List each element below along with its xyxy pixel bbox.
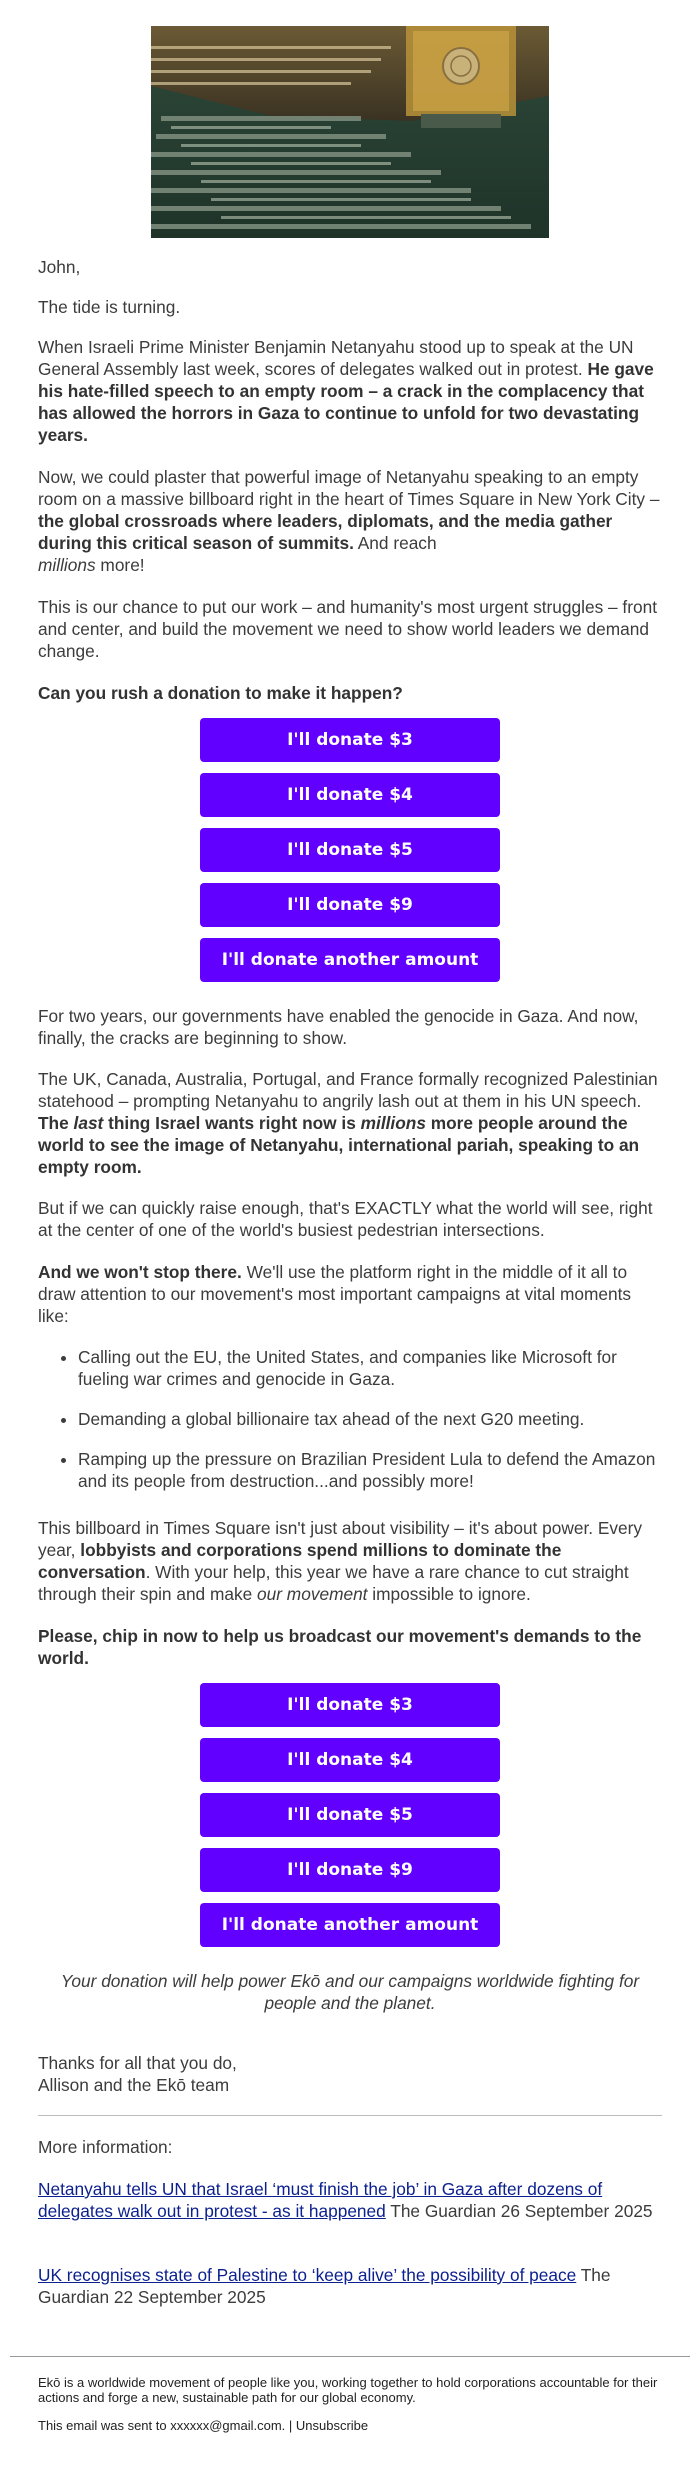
donate-9-button[interactable]: I'll donate $9 xyxy=(200,883,500,927)
p2-bold: the global crossroads where leaders, diplomats, and the media gather during this critical season of summits. xyxy=(38,511,613,553)
p2-italic: millions xyxy=(38,555,96,575)
campaign-list xyxy=(38,1346,662,1492)
paragraph-billboard xyxy=(38,466,662,576)
tide-line: The tide is turning. xyxy=(38,297,181,317)
p1-text: When Israeli Prime Minister Benjamin Netanyahu stood up to speak at the UN General Assembly last week, scores of delegates walked out in protest. xyxy=(38,337,634,379)
paragraph-raise-enough: But if we can quickly raise enough, that's EXACTLY what the world will see, right at the center of one of the world's busiest pedestrian intersections. xyxy=(38,1198,653,1240)
list-item: • Calling out the EU, the United States, and companies like Microsoft for fueling war crimes and genocide in Gaza. xyxy=(78,1346,662,1390)
p5-bold-2: thing Israel wants right now is xyxy=(103,1113,361,1133)
unsubscribe-link[interactable]: Unsubscribe xyxy=(295,2418,369,2433)
ask1-bold: Can you rush a donation to make it happen? xyxy=(38,683,403,703)
list-item: • Demanding a global billionaire tax ahead of the next G20 meeting. xyxy=(78,1408,662,1430)
p2-text-2: And reach xyxy=(353,533,437,553)
p1-bold: He gave his hate-filled speech to an empty room – a crack in the complacency that has allowed the horrors in Gaza to continue to unfold for two devastating years. xyxy=(38,359,654,445)
p2-text-3: more! xyxy=(95,555,145,575)
donate-3-button-2[interactable]: I'll donate $3 xyxy=(200,1683,500,1727)
p8-bold: lobbyists and corporations spend millions to dominate the conversation xyxy=(38,1540,562,1582)
p7-text: We'll use the platform right in the middle of it all to draw attention to our movement's most important campaigns at vital moments like: xyxy=(38,1262,632,1326)
reference-1 xyxy=(38,2178,662,2222)
reference-2 xyxy=(38,2264,662,2308)
paragraph-chance: This is our chance to put our work – and humanity's most urgent struggles – front and center, and build the movement we need to show world leaders we demand change. xyxy=(38,597,658,661)
p2-text: Now, we could plaster that powerful image of Netanyahu speaking to an empty room on a massive billboard right in the heart of Times Square in New York City – xyxy=(38,467,660,509)
donation-ask-2 xyxy=(38,1625,662,1669)
reference-source-1: The Guardian 26 September 2025 xyxy=(385,2201,653,2221)
reference-link-2[interactable]: UK recognises state of Palestine to ‘keep alive’ the possibility of peace xyxy=(38,2265,577,2285)
paragraph-power xyxy=(38,1517,662,1605)
paragraph-two-years: For two years, our governments have enabled the genocide in Gaza. And now, finally, the cracks are beginning to show. xyxy=(38,1006,639,1048)
p5-bold-italic-1: last xyxy=(73,1113,104,1133)
signoff-line-1: Thanks for all that you do, xyxy=(38,2053,237,2073)
donate-4-button[interactable]: I'll donate $4 xyxy=(200,773,500,817)
paragraph-wont-stop xyxy=(38,1261,662,1327)
p8-italic: our movement xyxy=(257,1584,368,1604)
footer-sent-text: This email was sent to xxxxxx@gmail.com. | xyxy=(38,2418,296,2433)
paragraph-recognition xyxy=(38,1068,662,1178)
signoff-line-2: Allison and the Ekō team xyxy=(38,2075,230,2095)
p5-text: The UK, Canada, Australia, Portugal, and France formally recognized Palestinian statehood – prompting Netanyahu to angrily lash out at them in his UN speech. xyxy=(38,1069,658,1111)
donate-5-button[interactable]: I'll donate $5 xyxy=(200,828,500,872)
p5-bold-italic-2: millions xyxy=(360,1113,426,1133)
assembly-hall-illustration xyxy=(151,26,549,238)
greeting: John, xyxy=(38,257,81,277)
p7-bold: And we won't stop there. xyxy=(38,1262,242,1282)
paragraph-netanyahu-speech xyxy=(38,336,662,446)
footer-sent-line xyxy=(38,2418,662,2433)
donate-other-amount-button[interactable]: I'll donate another amount xyxy=(200,938,500,982)
donation-ask-1 xyxy=(38,682,662,704)
donate-4-button-2[interactable]: I'll donate $4 xyxy=(200,1738,500,1782)
list-item: • Ramping up the pressure on Brazilian President Lula to defend the Amazon and its people from destruction...and possibly more! xyxy=(78,1448,662,1492)
donation-note: Your donation will help power Ekō and our campaigns worldwide fighting for people and the planet. xyxy=(60,1971,640,2013)
footer-divider xyxy=(10,2356,690,2357)
p5-bold-1: The xyxy=(38,1113,74,1133)
hero-image xyxy=(151,26,549,238)
p8-text: This billboard in Times Square isn't just about visibility – it's about power. Every year, xyxy=(38,1518,643,1560)
p8-text-3: impossible to ignore. xyxy=(367,1584,531,1604)
donate-3-button[interactable]: I'll donate $3 xyxy=(200,718,500,762)
donate-9-button-2[interactable]: I'll donate $9 xyxy=(200,1848,500,1892)
donate-5-button-2[interactable]: I'll donate $5 xyxy=(200,1793,500,1837)
reference-link-1[interactable]: Netanyahu tells UN that Israel ‘must finish the job’ in Gaza after dozens of delegates walk out in protest - as it happened xyxy=(38,2179,603,2221)
footer-about: Ekō is a worldwide movement of people like you, working together to hold corporations accountable for their actions and forge a new, sustainable path for our global economy. xyxy=(38,2375,658,2405)
reference-source-2: The Guardian 22 September 2025 xyxy=(38,2265,611,2307)
p8-text-2: . With your help, this year we have a rare chance to cut straight through their spin and make xyxy=(38,1562,629,1604)
divider xyxy=(38,2115,662,2116)
donate-other-amount-button-2[interactable]: I'll donate another amount xyxy=(200,1903,500,1947)
ask2-bold: Please, chip in now to help us broadcast our movement's demands to the world. xyxy=(38,1626,642,1668)
more-info-heading: More information: xyxy=(38,2137,173,2157)
p5-bold-3: more people around the world to see the image of Netanyahu, international pariah, speaking to an empty room. xyxy=(38,1113,640,1177)
